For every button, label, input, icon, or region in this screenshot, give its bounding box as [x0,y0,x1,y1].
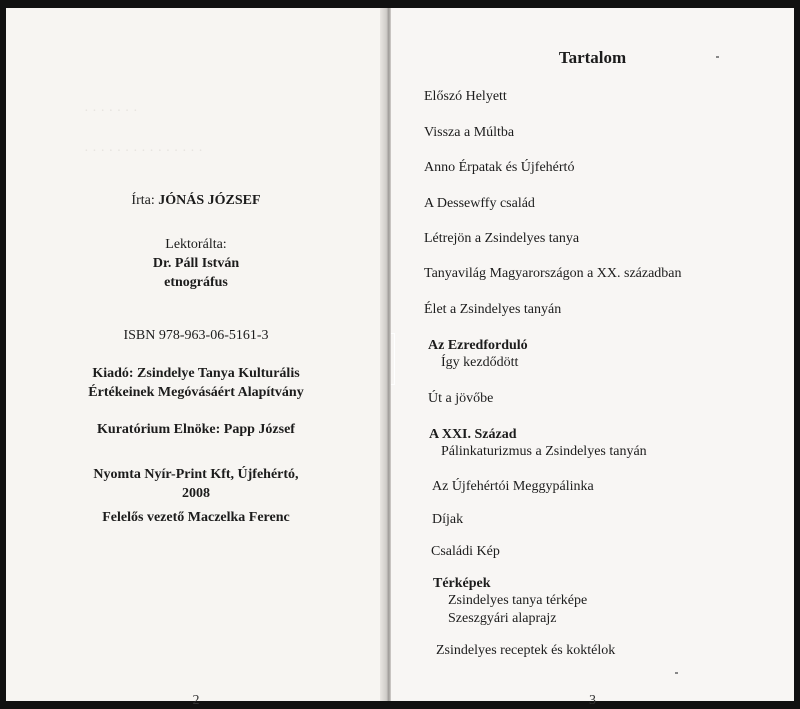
bleed-through-text: · · · · · · · [84,104,138,119]
author-label: Írta: [131,193,155,208]
toc-entry: Tanyavilág Magyarországon a XX. században [424,266,682,281]
responsible-person: Felelős vezető Maczelka Ferenc [102,510,290,525]
toc-entry: Vissza a Múltba [424,125,515,140]
toc-subentry: Így kezdődött [441,355,519,370]
lector-label: Lektorálta: [165,237,227,252]
bleed-through-text: · · · · · · · · · · · · · · · [84,144,203,159]
toc-entry: Előszó Helyett [424,89,507,104]
toc-entry: Családi Kép [431,544,500,559]
toc-section: Az Ezredforduló [428,338,528,353]
toc-entry: Létrejön a Zsindelyes tanya [424,231,580,246]
toc-subentry: Szeszgyári alaprajz [448,611,557,626]
toc-entry: Élet a Zsindelyes tanyán [424,302,562,317]
toc-entry: Zsindelyes receptek és koktélok [436,643,616,658]
toc-subentry: Zsindelyes tanya térképe [448,593,588,608]
page-number: 3 [589,693,596,708]
publisher-line-2: Értékeinek Megóvásáért Alapítvány [88,385,304,400]
toc-entry: A Dessewffy család [424,196,535,211]
toc-title: Tartalom [558,48,627,67]
toc-section: Térképek [433,576,491,591]
page-number: 2 [192,693,200,708]
printer-line-2: 2008 [182,486,210,501]
publisher-line-1: Kiadó: Zsindelye Tanya Kulturális [92,366,300,381]
lector-name: Dr. Páll István [152,256,240,271]
lector-role: etnográfus [164,275,228,290]
author-name: JÓNÁS JÓZSEF [158,193,261,208]
toc-subentry: Pálinkaturizmus a Zsindelyes tanyán [441,444,647,459]
toc-section: A XXI. Század [429,427,517,442]
toc-entry: Díjak [432,512,464,527]
toc-entry: Út a jövőbe [428,391,494,406]
printer-line-1: Nyomta Nyír-Print Kft, Újfehértó, [93,467,299,482]
isbn: ISBN 978-963-06-5161-3 [123,328,269,343]
author-line [6,191,386,211]
table-of-contents [391,8,794,701]
toc-entry: Az Újfehértói Meggypálinka [432,479,594,494]
right-page [391,8,794,708]
board-chair: Kuratórium Elnöke: Papp József [97,422,295,437]
left-page [6,8,386,708]
toc-entry: Anno Érpatak és Újfehértó [424,160,575,175]
